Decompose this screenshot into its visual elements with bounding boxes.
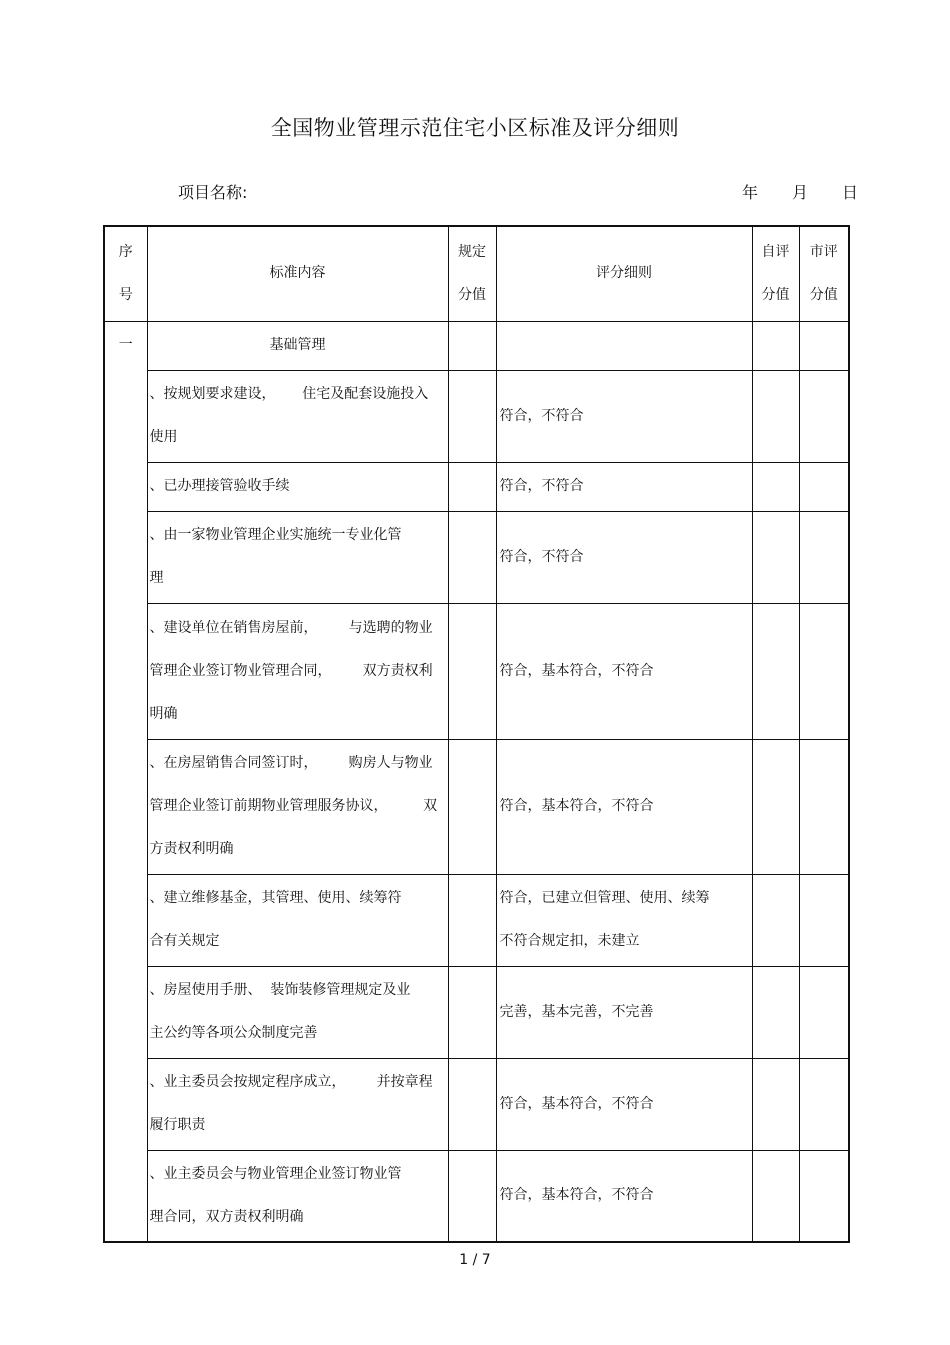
date-fields [742, 180, 858, 203]
standard-cell [147, 1058, 448, 1150]
header-points [448, 226, 496, 321]
city-score-cell [799, 739, 849, 874]
details-text: 符合，基本符合，不符合 [499, 1095, 654, 1112]
points-cell [448, 874, 496, 966]
city-score-cell [799, 1058, 849, 1150]
details-text: 符合，基本符合，不符合 [499, 1187, 654, 1204]
table-row [104, 603, 849, 739]
header-city-score [799, 226, 849, 321]
points-cell [448, 511, 496, 603]
details-text: 完善，基本完善，不完善 [499, 1003, 654, 1020]
self-score-cell [752, 739, 799, 874]
standard-text: 、已办理接管验收手续 [149, 478, 290, 494]
city-score-cell [799, 462, 849, 511]
city-score-cell [799, 370, 849, 462]
self-score-cell [752, 603, 799, 739]
details-cell [496, 874, 752, 966]
details-text: 符合，不符合 [499, 478, 584, 494]
city-score-cell [799, 874, 849, 966]
standard-cell [147, 462, 448, 511]
standard-text: 、房屋使用手册、 装饰装修管理规定及业 主公约等各项公众制度完善 [149, 982, 411, 1041]
details-cell [496, 966, 752, 1058]
header-seq-line2: 号 [118, 286, 133, 303]
table-row [104, 462, 849, 511]
standard-cell [147, 966, 448, 1058]
details-cell [496, 370, 752, 462]
details-cell [496, 603, 752, 739]
city-score-cell [799, 511, 849, 603]
header-city-line1: 市评 [809, 243, 838, 260]
date-year-label: 年 [741, 183, 758, 202]
section-city-cell [799, 321, 849, 370]
project-name-label: 项目名称: [178, 183, 248, 202]
header-self-line1: 自评 [761, 243, 790, 260]
city-score-cell [799, 603, 849, 739]
table-row [104, 370, 849, 462]
self-score-cell [752, 874, 799, 966]
details-text: 符合，不符合 [499, 548, 584, 565]
standard-cell [147, 511, 448, 603]
header-standard: 标准内容 [147, 226, 448, 321]
header-details: 评分细则 [496, 226, 752, 321]
city-score-cell [799, 966, 849, 1058]
details-cell [496, 1058, 752, 1150]
table-row [104, 1058, 849, 1150]
self-score-cell [752, 511, 799, 603]
page-number: 1 / 7 [459, 1252, 491, 1268]
standard-text: 、业主委员会与物业管理企业签订物业管 理合同，双方责权利明确 [149, 1165, 402, 1225]
standard-cell [147, 739, 448, 874]
standard-cell [147, 603, 448, 739]
standard-text: 、建立维修基金，其管理、使用、续筹符 合有关规定 [149, 890, 402, 949]
details-cell [496, 739, 752, 874]
header-seq-line1: 序 [118, 243, 133, 260]
section-self-cell [752, 321, 799, 370]
table-row [104, 1150, 849, 1242]
points-cell [448, 1058, 496, 1150]
date-day-label: 日 [841, 183, 858, 202]
header-self-line2: 分值 [761, 286, 790, 303]
city-score-cell [799, 1150, 849, 1242]
points-cell [448, 462, 496, 511]
points-cell [448, 370, 496, 462]
standard-text: 、在房屋销售合同签订时， 购房人与物业 管理企业签订前期物业管理服务协议， 双 方责权利明确 [149, 755, 438, 857]
header-points-line2: 分值 [458, 286, 486, 303]
standard-cell [147, 370, 448, 462]
details-text: 符合，基本符合，不符合 [499, 662, 654, 679]
document-title: 全国物业管理示范住宅小区标准及评分细则 [270, 116, 680, 140]
scoring-table [103, 225, 850, 1243]
header-city-line2: 分值 [809, 286, 838, 303]
points-cell [448, 739, 496, 874]
details-text: 符合，不符合 [499, 407, 584, 424]
header-self-score [752, 226, 799, 321]
section-row [104, 321, 849, 370]
self-score-cell [752, 370, 799, 462]
points-cell [448, 1150, 496, 1242]
standard-text: 、由一家物业管理企业实施统一专业化管 理 [149, 527, 402, 586]
details-cell [496, 1150, 752, 1242]
date-month-label: 月 [791, 183, 808, 202]
table-row [104, 511, 849, 603]
details-cell [496, 511, 752, 603]
self-score-cell [752, 966, 799, 1058]
standard-text: 、业主委员会按规定程序成立， 并按章程 履行职责 [149, 1074, 433, 1133]
details-text: 符合，基本符合，不符合 [499, 798, 654, 814]
self-score-cell [752, 462, 799, 511]
table-row [104, 739, 849, 874]
details-cell [496, 462, 752, 511]
standard-text: 、建设单位在销售房屋前， 与选聘的物业 管理企业签订物业管理合同， 双方责权利 明确 [149, 619, 433, 722]
self-score-cell [752, 1150, 799, 1242]
header-points-line1: 规定 [458, 243, 486, 260]
standard-cell [147, 874, 448, 966]
table-row [104, 966, 849, 1058]
section-points-cell [448, 321, 496, 370]
section-seq: 一 [104, 321, 147, 1242]
standard-text: 、按规划要求建设， 住宅及配套设施投入 使用 [149, 386, 429, 445]
points-cell [448, 603, 496, 739]
self-score-cell [752, 1058, 799, 1150]
section-details-cell [496, 321, 752, 370]
standard-cell [147, 1150, 448, 1242]
details-text: 符合，已建立但管理、使用、续筹 不符合规定扣，未建立 [499, 890, 710, 949]
section-title: 基础管理 [147, 321, 448, 370]
header-row [104, 226, 849, 321]
header-seq [104, 226, 147, 321]
table-row [104, 874, 849, 966]
points-cell [448, 966, 496, 1058]
